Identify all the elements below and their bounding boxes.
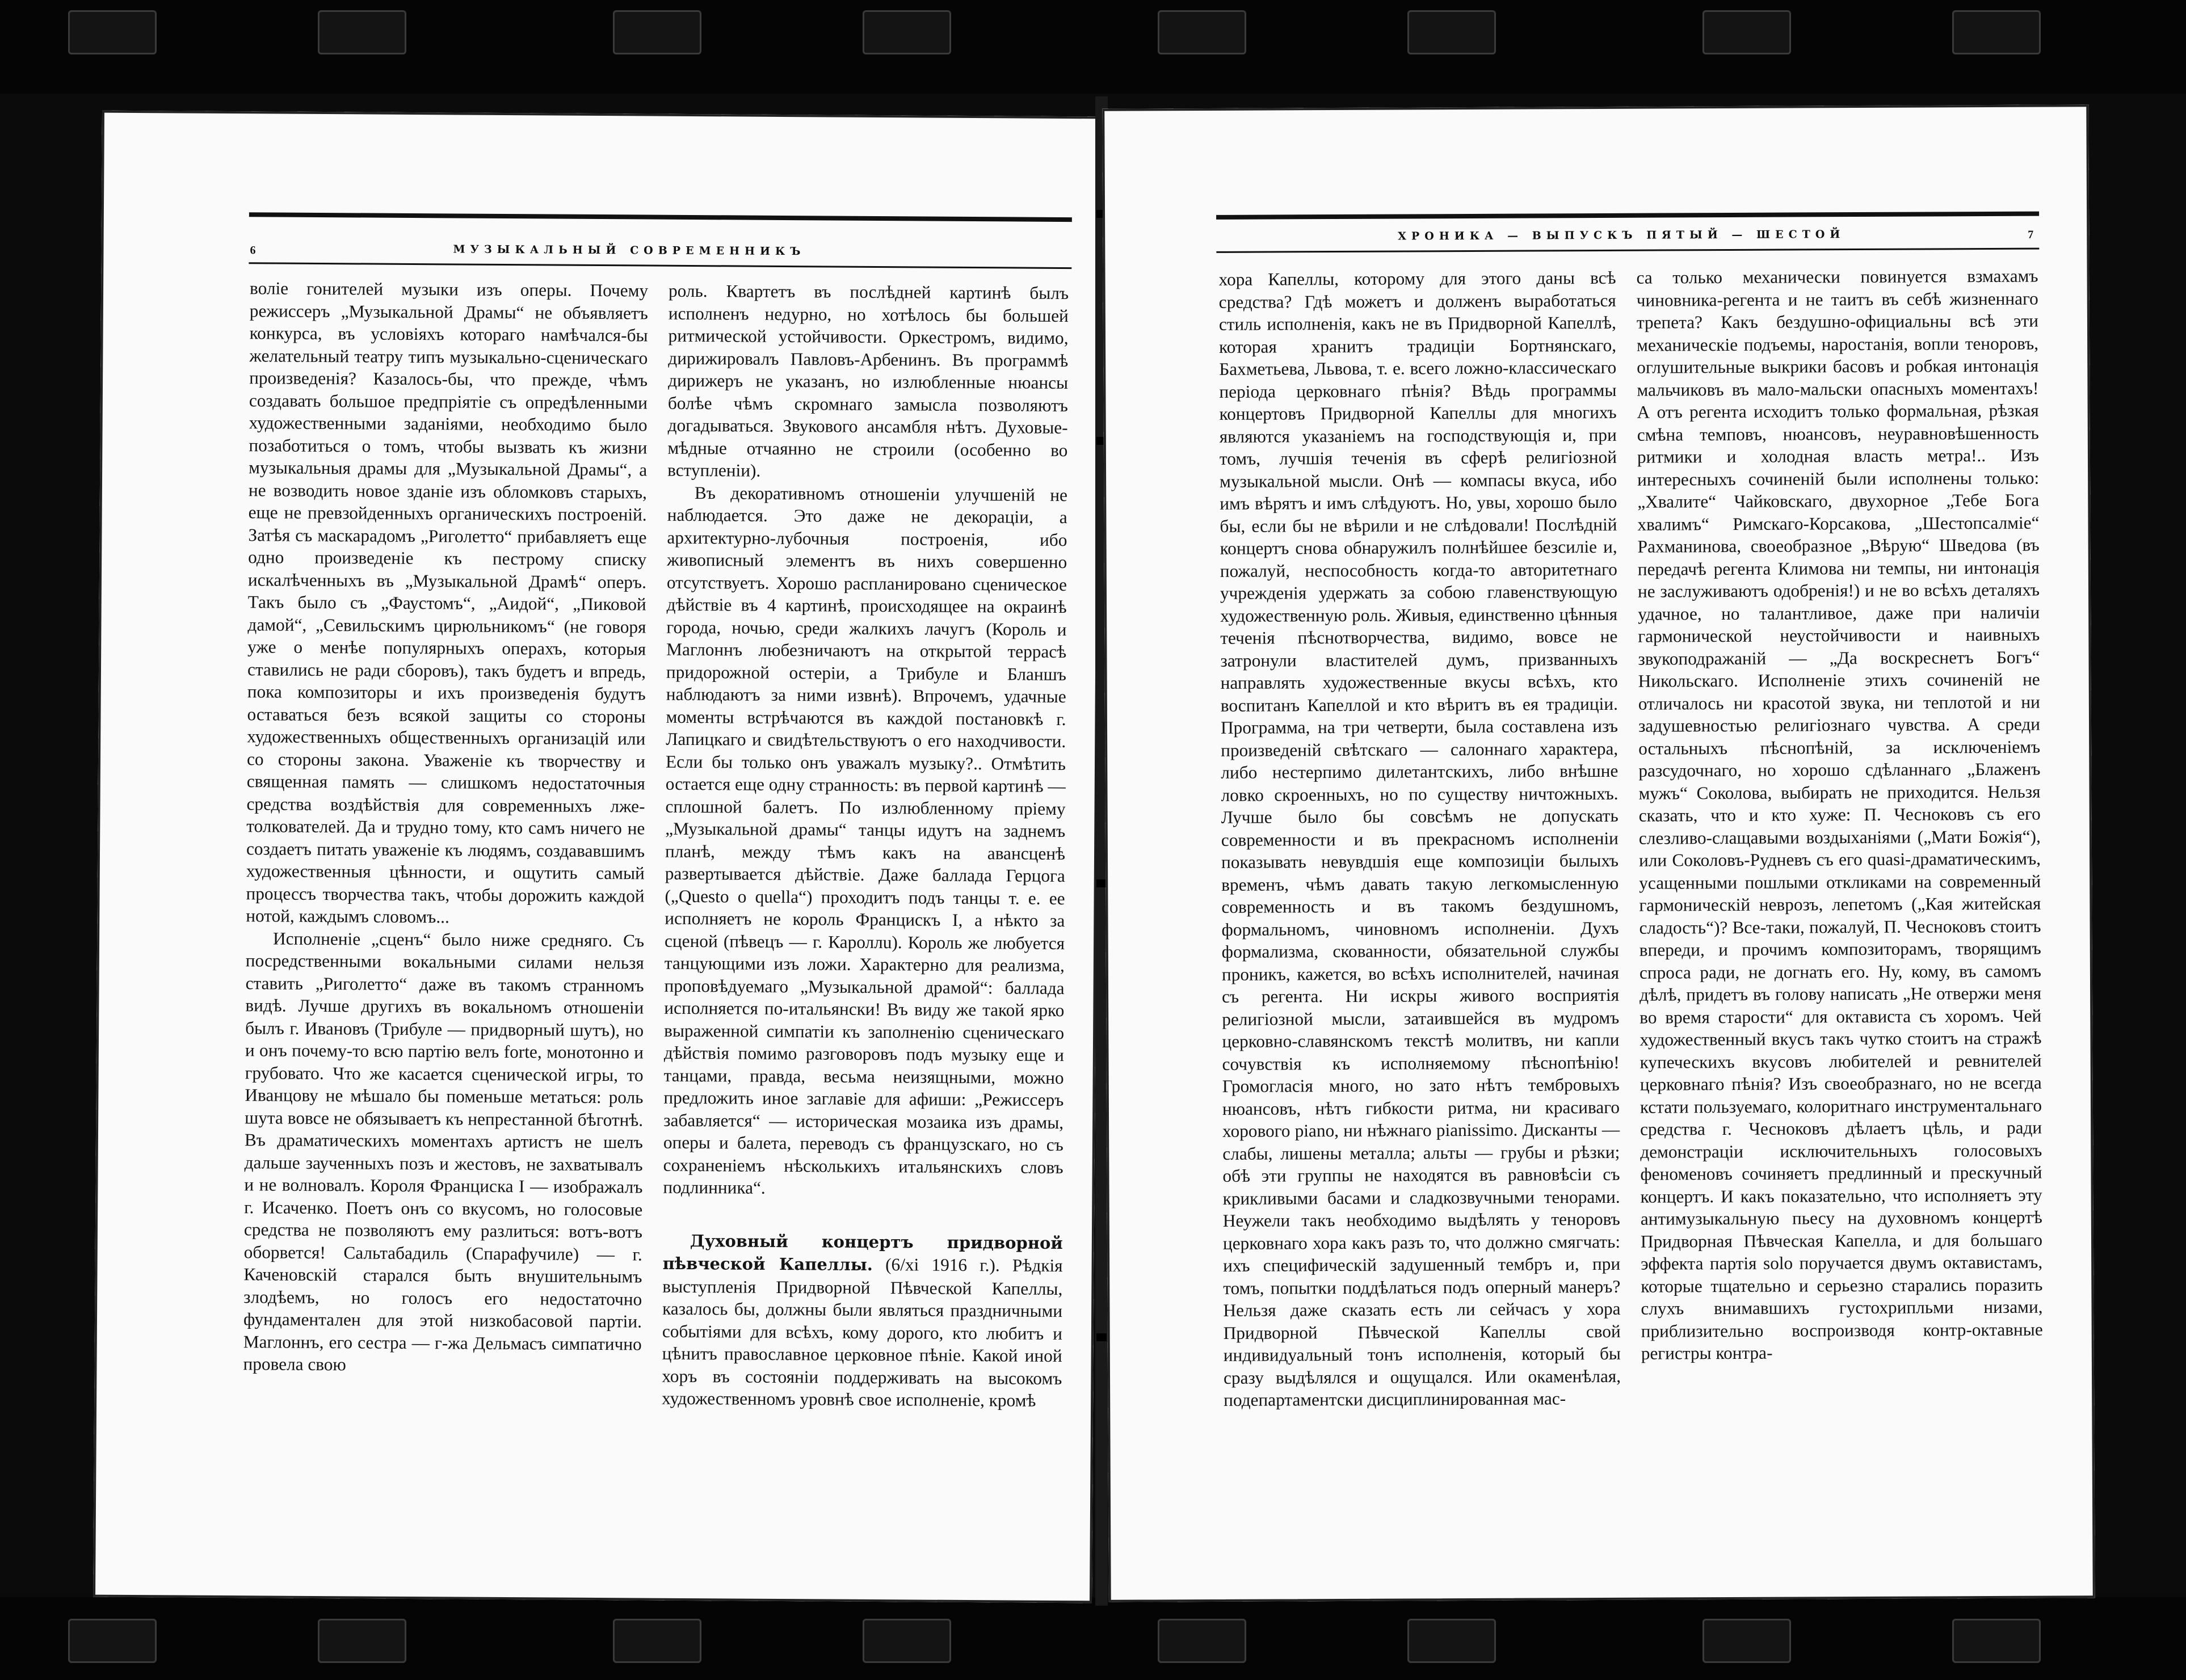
header-rule xyxy=(1216,212,2039,220)
paragraph: Исполненiе „сценъ“ было ниже средняго. Съ посредственными вокальными силами нельзя ставить „Риголетто“ даже въ такомъ странномъ видѣ. Лучше другихъ въ вокальномъ отношенiи былъ г. Ивановъ (Трибуле — придворный шутъ), но и онъ почему-то всю партiю велъ forte, монотонно и грубовато. Что же касается сценической игры, то Иванцову не мѣшало бы поменьше метаться: роль шута вовсе не обязываетъ къ непрестанной бѣготнѣ. Въ драматическихъ моментахъ артистъ не шелъ дальше заученныхъ позъ и жестовъ, не захватывалъ и не волновалъ. Короля Франциска I — изображалъ г. Исаченко. Поетъ онъ со вкусомъ, но голосовые средства не позволяютъ ему разлиться: вотъ-вотъ оборвется! Сальтабадиль (Спарафучиле) — г. Каченовскiй старался быть внушительнымъ злодѣемъ, но голосъ его недостаточно фундаментален для этой низкобасовой партiи. Маглоннъ, его сестра — г-жа Дельмасъ симпатично провела свою xyxy=(243,928,645,1375)
sprocket-hole xyxy=(1158,1619,1246,1663)
paragraph: роль. Квартетъ въ послѣдней картинѣ былъ исполненъ недурно, но хотѣлось бы большей ритмической устойчивости. Оркестромъ, видимо, дирижировалъ Павловъ-Арбенинъ. Въ программѣ дирижеръ не указанъ, но излюбленные нюансы болѣе чѣмъ скромнаго замысла позволяютъ догадываться. Звукового ансамбля нѣтъ. Духовые-мѣдные отчаянно не строили (особенно во вступленiи). xyxy=(667,280,1069,481)
text-column-2 xyxy=(662,280,1069,1412)
left-page xyxy=(93,111,1101,1603)
header-rule xyxy=(249,212,1072,222)
text-column-2 xyxy=(1636,265,2042,1365)
text-column-1 xyxy=(1218,267,1621,1412)
page-number: 7 xyxy=(2028,228,2034,241)
sprocket-hole xyxy=(863,1619,951,1663)
running-header: МУЗЫКАЛЬНЫЙ СОВРЕМЕННИКЪ xyxy=(453,243,806,258)
sprocket-hole xyxy=(1702,1619,1791,1663)
header-rule-thin xyxy=(1216,248,2039,253)
film-strip-bottom xyxy=(0,1597,2186,1680)
sprocket-hole xyxy=(1702,10,1791,54)
right-page xyxy=(1102,104,2095,1602)
paragraph: Рѣдкiя выступленiя Придворной Пѣвческой Капеллы, казалось бы, должны были являться праздничными событiями для всѣхъ, кому дорого, кто любитъ и цѣнитъ православное церковное пѣнiе. Какой иной хоръ въ состоянiи поддерживать на высокомъ художественномъ уровнѣ свое исполненiе, кромѣ xyxy=(662,1255,1063,1410)
paragraph: волiе гонителей музыки изъ оперы. Почему режиссеръ „Музыкальной Драмы“ не объявляетъ конкурса, въ условiяхъ котораго намѣчался-бы желательный театру типъ музыкально-сценическаго произведенiя? Казалось-бы, что прежде, чѣмъ создавать большое предпрiятiе съ опредѣленными художественными заданiями, необходимо было позаботиться о томъ, чтобы вызвать къ жизни музыкальныя драмы для „Музыкальной Драмы“, а не возводить новое зданiе изъ обломковъ старыхъ, еще не превзойденныхъ органическихъ построенiй. Затѣя съ маскарадомъ „Риголетто“ прибавляетъ еще одно произведенiе къ пестрому списку искалѣченныхъ въ „Музыкальной Драмѣ“ оперъ. Такъ было съ „Фаустомъ“, „Аидой“, „Пиковой дамой“, „Севильскимъ цирюльникомъ“ (не говоря уже о менѣе популярныхъ операхъ, которыя ставились не ради сборовъ), такъ будетъ и впредь, пока композиторы и ихъ произведенiя будутъ оставаться безъ всякой защиты со стороны художественныхъ общественныхъ организацiй или со стороны закона. Уваженiе къ творчеству и священная память — слишкомъ недостаточныя средства воздѣйствiя для современныхъ лже-толкователей. Да и трудно тому, кто самъ ничего не создаетъ питать уваженiе къ людямъ, создававшимъ художественныя цѣнности, и ощутить самый процессъ творчества такъ, чтобы дорожить каждой нотой, каждымъ словомъ... xyxy=(246,278,649,927)
paragraph: хора Капеллы, которому для этого даны всѣ средства? Гдѣ можетъ и долженъ выработаться стиль исполненiя, какъ не въ Придворной Капеллѣ, которая хранитъ традицiи Бортнянскаго, Бахметьева, Львова, т. е. всего ложно-классическаго перiода церковнаго пѣнiя? Вѣдь программы концертовъ Придворной Капеллы для многихъ являются указанiемъ на господствующiя и, при томъ, лучшiя теченiя въ сферѣ религiозной музыкальной мысли. Онѣ — компасы вкуса, ибо имъ вѣрятъ и имъ слѣдуютъ. Но, увы, хорошо было бы, если бы не вѣрили и не слѣдовали! Послѣднiй концертъ снова обнаружилъ полнѣйшее безсилiе и, пожалуй, неспособность когда-то авторитетнаго учрежденiя удержать за собою главенствующую художественную роль. Живыя, единственно цѣнныя теченiя пѣснотворчества, видимо, вовсе не затронули властителей думъ, призванныхъ направлять художественные вкусы всѣхъ, кто воспитанъ Капеллой и кто вѣритъ въ ея традицiи. Программа, на три четверти, была составлена изъ произведенiй свѣтскаго — салоннаго характера, либо нестерпимо дилетантскихъ, либо внѣшне ловко скроенныхъ, но по существу ничтожныхъ. Лучше было бы совсѣмъ не допускать современности и въ прекрасномъ исполненiи показывать невувдшiя еще композицiи былыхъ временъ, чѣмъ давать такую легкомысленную современность и въ такомъ бездушномъ, формальномъ, чиновномъ исполненiи. Духъ формализма, скованности, обязательной службы проникъ, кажется, во всѣхъ исполнителей, начиная съ регента. Ни искры живого восприятiя религiозной мысли, затаившейся въ мудромъ церковно-славянскомъ текстѣ молитвъ, ни капли сочувствiя къ исполняемому пѣснопѣнiю! Громогласiя много, но зато нѣтъ тембровыхъ нюансовъ, нѣтъ гибкости ритма, ни красиваго хорового piano, ни нѣжнаго pianissimo. Дисканты — слабы, лишены металла; альты — грубы и рѣзки; обѣ эти группы не находятся въ равновѣсiи съ крикливыми басами и сладкозвучными тенорами. Неужели такъ необходимо выдѣлять у теноровъ церковнаго хора какъ разъ то, что должно смягчать: ихъ специфическiй задушенный тембръ и, при томъ, попытки поддѣлаться подъ оперный манеръ? Нельзя даже сказать есть ли сейчасъ у хора Придворной Пѣвческой Капеллы свой индивидуальный тонъ исполненiя, который бы сразу выдѣлялся и ощущался. Или окаменѣлая, подепартаментски дисциплинированная мас- xyxy=(1218,267,1621,1410)
sprocket-hole xyxy=(1407,1619,1496,1663)
running-header: ХРОНИКА — ВЫПУСКЪ ПЯТЫЙ — ШЕСТОЙ xyxy=(1398,228,1846,243)
sprocket-hole xyxy=(68,10,157,54)
sprocket-hole xyxy=(613,10,701,54)
page-number: 6 xyxy=(250,244,256,257)
sprocket-hole xyxy=(1952,1619,2041,1663)
paragraph: са только механически повинуется взмахамъ чиновника-регента и не таитъ въ себѣ жизненнаго трепета? Какъ бездушно-официальны всѣ эти механическiе подъемы, наростанiя, вопли теноровъ, оглушительные выкрики басовъ и робкая интонацiя мальчиковъ въ мало-мальски опасныхъ моментахъ! А отъ регента исходитъ только формальная, рѣзкая смѣна темповъ, нюансовъ, неуравновѣшенность ритмики и холодная власть метра!.. Изъ интересныхъ сочиненiй были исполнены только: „Хвалите“ Чайковскаго, двухорное „Тебе Бога хвалимъ“ Римскаго-Корсакова, „Шестопсалмiе“ Рахманинова, своеобразное „Вѣрую“ Шведова (въ передачѣ регента Климова ни темпы, ни интонацiя не заслуживаютъ одобренiя!) и не во всѣхъ деталяхъ удачное, но талантливое, даже при наличiи гармонической неустойчивости и наивныхъ звукоподражанiй — „Да воскреснетъ Богъ“ Никольскаго. Исполненiе этихъ сочиненiй не отличалось ни красотой звука, ни теплотой и ни задушевностью религiознаго чувства. А среди остальныхъ пѣснопѣнiй, за исключенiемъ разсудочнаго, но хорошо сдѣланнаго „Блаженъ мужъ“ Соколова, выбирать не приходится. Нельзя сказать, что и кто хуже: П. Чесноковъ съ его слезливо-слащавыми воздыханiями („Мати Божiя“), или Соколовъ-Рудневъ съ его quasi-драматическимъ, усащенными пошлыми откликами на современный гармоническiй неврозъ, лепетомъ („Кая житейская сладость“)? Все-таки, пожалуй, П. Чесноковъ стоитъ впереди, и прочимъ композиторамъ, творящимъ спроса ради, не догнать его. Ну, кому, въ самомъ дѣлѣ, придетъ въ голову написать „Не отвержи меня во время старости“ для октависта съ хоромъ. Чей художественный вкусъ такъ чутко стоитъ на стражѣ купеческихъ вкусовъ любителей и ревнителей церковнаго пѣнiя? Изъ своеобразнаго, но не всегда кстати пользуемаго, колоритнаго инструментальнаго средства г. Чесноковъ дѣлаетъ цѣль, и ради демонстрацiи исключительныхъ голосовыхъ феноменовъ сочиняетъ предлинный и прескучный концертъ. И какъ показательно, что исполняетъ эту антимузыкальную пьесу на духовномъ концертѣ Придворная Пѣвческая Капелла, и для большаго эффекта партiя solo поручается двумъ октавистамъ, которые тщательно и серьезно старались поразить слухъ внимавшихъ густохрипльми низами, приблизительно воспроизводя контр-октавные регистры контра- xyxy=(1636,266,2043,1363)
sprocket-hole xyxy=(613,1619,701,1663)
article-date: (6/xi 1916 г.). xyxy=(872,1254,1013,1275)
sprocket-hole xyxy=(68,1619,157,1663)
sprocket-hole xyxy=(1158,10,1246,54)
film-strip-top xyxy=(0,0,2186,94)
sprocket-hole xyxy=(318,10,406,54)
article-start xyxy=(662,1229,1063,1412)
spine-mark xyxy=(1096,1333,1107,1341)
sprocket-hole xyxy=(1407,10,1496,54)
text-column-1 xyxy=(243,277,648,1378)
article-heading: Духовный концертъ придворной пѣвческой Капеллы. xyxy=(662,1231,1063,1274)
paragraph: Въ декоративномъ отношенiи улучшенiй не наблюдается. Это даже не декорацiи, а архитектурно-лубочныя построенiя, ибо живописный элементъ въ нихъ совершенно отсутствуетъ. Хорошо распланировано сценическое дѣйствiе въ 4 картинѣ, происходящее на окраинѣ города, ночью, среди жалкихъ лачугъ (Король и Маглоннъ любезничаютъ на открытой террасѣ придорожной остерiи, а Трибуле и Бланшъ наблюдаютъ за ними извнѣ). Впрочемъ, удачные моменты встрѣчаются въ каждой постановкѣ г. Лапицкаго и свидѣтельствуютъ о его находчивости. Если бы только онъ уважалъ музыку?.. Отмѣтить остается еще одну странность: въ первой картинѣ — сплошной балетъ. По излюбленному прiему „Музыкальной драмы“ танцы идутъ на заднемъ планѣ, между тѣмъ какъ на авансценѣ развертывается дѣйствiе. Даже баллада Герцога („Questo o quella“) проходитъ подъ танцы т. е. ее исполняетъ не король Францискъ I, а нѣкто за сценой (пѣвецъ — г. Кароллu). Король же любуется танцующими изъ ложи. Характерно для реализма, проповѣдуемаго „Музыкальной драмой“: баллада исполняется по-итальянски! Въ виду же такой ярко выраженной симпатiи къ заполненiю сценическаго дѣйствiя помимо разговоровъ подъ музыку еще и танцами, правда, весьма неизящными, можно предложить иное заглавiе для афиши: „Режиссеръ забавляется“ — историческая мозаика изъ драмы, оперы и балета, переводъ съ французскаго, но съ сохраненiемъ нѣсколькихъ итальянскихъ словъ подлинника“. xyxy=(663,482,1068,1198)
header-rule-thin xyxy=(249,262,1071,269)
sprocket-hole xyxy=(863,10,951,54)
sprocket-hole xyxy=(1952,10,2041,54)
sprocket-hole xyxy=(318,1619,406,1663)
